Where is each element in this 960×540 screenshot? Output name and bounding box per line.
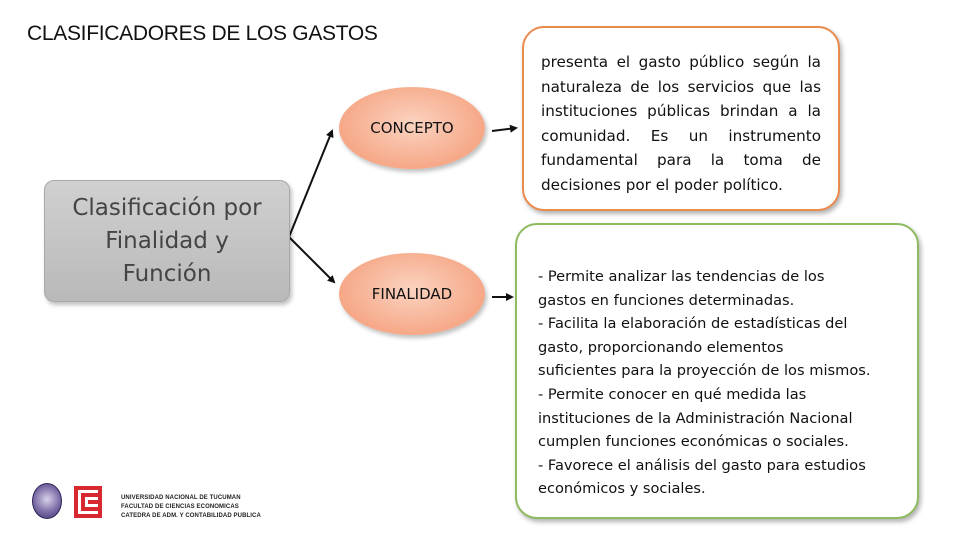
finalidad-point: - Permite conocer en qué medida las instituciones de la Administración Nacional cumplen funciones económicas o sociales. (538, 385, 853, 451)
finalidad-point: - Permite analizar las tendencias de los gastos en funciones determinadas. (538, 268, 825, 309)
university-seal-icon (32, 483, 62, 519)
finalidad-point: - Facilita la elaboración de estadísticas del gasto, proporcionando elementos suficientes para la proyección de los mismos. (538, 315, 871, 380)
main-node (44, 180, 290, 302)
footer-line: FACULTAD DE CIENCIAS ECONOMICAS (121, 504, 239, 510)
footer-line: UNIVERSIDAD NACIONAL DE TUCUMAN (121, 495, 241, 501)
finalidad-node (339, 253, 485, 335)
finalidad-points-card (515, 223, 919, 519)
finalidad-point: - Favorece el análisis del gasto para estudios económicos y sociales. (538, 456, 866, 498)
slide-title: CLASIFICADORES DE LOS GASTOS (27, 22, 378, 45)
connector-concepto-to-card (492, 128, 516, 131)
faculty-logo-icon (74, 486, 102, 518)
concepto-description-card (522, 26, 840, 211)
finalidad-node-label: FINALIDAD (371, 285, 453, 303)
connector-to-finalidad (289, 237, 334, 282)
footer-line: CATEDRA DE ADM. Y CONTABILIDAD PUBLICA (121, 513, 261, 519)
connector-to-concepto (289, 131, 332, 237)
concepto-description: presenta el gasto público según la naturaleza de los servicios que las instituciones públicas brindan a la comunidad. Es un instrumento fundamental para la toma de decisiones por el poder político. (541, 53, 821, 194)
footer-institution-text (121, 494, 261, 521)
main-node-label: Clasificación por Finalidad y Función (72, 194, 262, 287)
concepto-node (339, 87, 485, 169)
concepto-node-label: CONCEPTO (370, 119, 454, 137)
finalidad-points-list (517, 225, 917, 501)
